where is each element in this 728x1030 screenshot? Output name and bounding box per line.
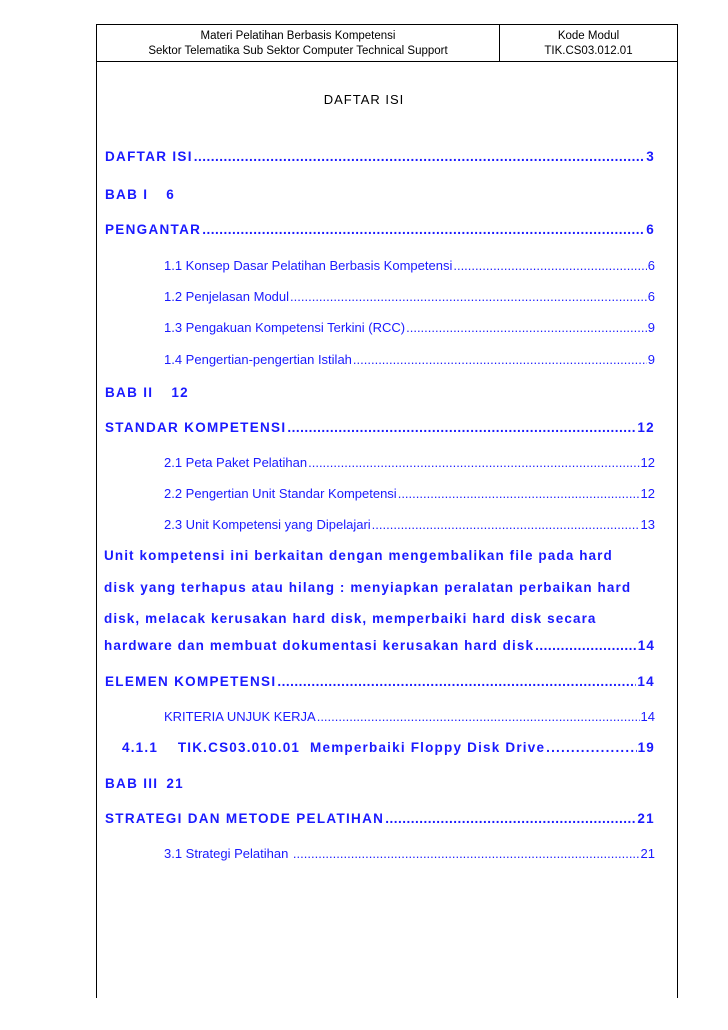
header-module-title: Materi Pelatihan Berbasis Kompetensi [200,30,396,42]
toc-entry-page: 6 [647,289,655,304]
toc-leader [535,638,637,653]
toc-entry-label: ELEMEN KOMPETENSI [105,674,277,689]
toc-entry-label: 2.3 Unit Kompetensi yang Dipelajari [164,517,371,532]
toc-entry-elemen-kompetensi[interactable] [105,674,655,689]
toc-leader [353,352,647,367]
toc-unit-description-line-3[interactable]: disk, melacak kerusakan hard disk, memperbaiki hard disk secara [104,611,597,626]
toc-entry-standar-kompetensi[interactable] [105,420,655,435]
toc-leader [202,222,645,237]
toc-leader [290,289,647,304]
toc-entry-pengantar[interactable] [105,222,655,237]
toc-entry-daftar-isi[interactable] [105,149,655,164]
toc-entry-label: 1.1 Konsep Dasar Pelatihan Berbasis Kompetensi [164,258,453,273]
toc-entry-label: 1.2 Penjelasan Modul [164,289,290,304]
toc-entry-page: 14 [637,674,655,689]
toc-entry-page: 6 [647,258,655,273]
toc-entry-page: 12 [640,455,655,470]
toc-entry-label: 1.4 Pengertian-pengertian Istilah [164,352,352,367]
toc-leader [194,149,645,164]
toc-unit-description-line-4[interactable] [104,638,655,653]
toc-entry-page: 6 [166,187,176,202]
toc-entry-4-1-1[interactable] [122,740,655,755]
toc-leader [308,455,639,470]
toc-leader [546,740,636,755]
toc-entry-page: 21 [640,846,655,861]
toc-entry-bab-3[interactable] [105,776,184,791]
toc-entry-page: 12 [640,486,655,501]
toc-entry-label: BAB II [105,385,154,400]
toc-leader [277,674,636,689]
toc-entry-1-3[interactable] [164,320,655,335]
page-title: DAFTAR ISI [323,92,405,107]
toc-leader [372,517,640,532]
header-code-value: TIK.CS03.012.01 [544,45,633,57]
toc-leader [385,811,636,826]
toc-entry-bab-1[interactable] [105,187,175,202]
toc-entry-page: 14 [637,638,655,653]
toc-entry-label: STRATEGI DAN METODE PELATIHAN [105,811,385,826]
toc-leader [406,320,647,335]
toc-entry-page: 13 [640,517,655,532]
toc-entry-page: 21 [637,811,655,826]
toc-leader [293,846,640,861]
toc-entry-page: 12 [171,385,189,400]
toc-entry-label: DAFTAR ISI [105,149,193,164]
toc-leader [453,258,646,273]
toc-entry-page: 9 [647,320,655,335]
toc-entry-1-4[interactable] [164,352,655,367]
toc-entry-bab-2[interactable] [105,385,189,400]
toc-entry-label: BAB III [105,776,159,791]
toc-entry-3-1[interactable] [164,846,655,861]
toc-entry-2-3[interactable] [164,517,655,532]
toc-entry-label: 2.1 Peta Paket Pelatihan [164,455,308,470]
toc-entry-label: 3.1 Strategi Pelatihan [164,846,292,861]
toc-unit-description-line-2[interactable]: disk yang terhapus atau hilang : menyiapkan peralatan perbaikan hard [104,580,632,595]
toc-entry-2-2[interactable] [164,486,655,501]
toc-leader [317,709,640,724]
toc-entry-page: 19 [637,740,655,755]
toc-entry-label: 2.2 Pengertian Unit Standar Kompetensi [164,486,397,501]
header-sector: Sektor Telematika Sub Sektor Computer Technical Support [148,45,448,57]
header-code-label: Kode Modul [557,30,620,42]
toc-entry-label: hardware dan membuat dokumentasi kerusakan hard disk [104,638,535,653]
toc-entry-page: 14 [640,709,655,724]
toc-entry-label: 1.3 Pengakuan Kompetensi Terkini (RCC) [164,320,406,335]
toc-entry-kriteria[interactable] [164,709,655,724]
toc-entry-label: BAB I [105,187,149,202]
toc-unit-description-line-1[interactable]: Unit kompetensi ini berkaitan dengan mengembalikan file pada hard [104,548,613,563]
toc-entry-1-1[interactable] [164,258,655,273]
toc-entry-label: 4.1.1 TIK.CS03.010.01 Memperbaiki Floppy Disk Drive [122,740,546,755]
toc-entry-strategi[interactable] [105,811,655,826]
toc-entry-page: 6 [646,222,655,237]
toc-entry-1-2[interactable] [164,289,655,304]
toc-entry-page: 12 [637,420,655,435]
toc-entry-label: STANDAR KOMPETENSI [105,420,287,435]
toc-entry-page: 9 [647,352,655,367]
toc-entry-page: 3 [646,149,655,164]
toc-entry-label: KRITERIA UNJUK KERJA [164,709,316,724]
toc-entry-2-1[interactable] [164,455,655,470]
toc-entry-label: PENGANTAR [105,222,202,237]
toc-leader [398,486,640,501]
toc-entry-page: 21 [166,776,184,791]
toc-leader [287,420,636,435]
